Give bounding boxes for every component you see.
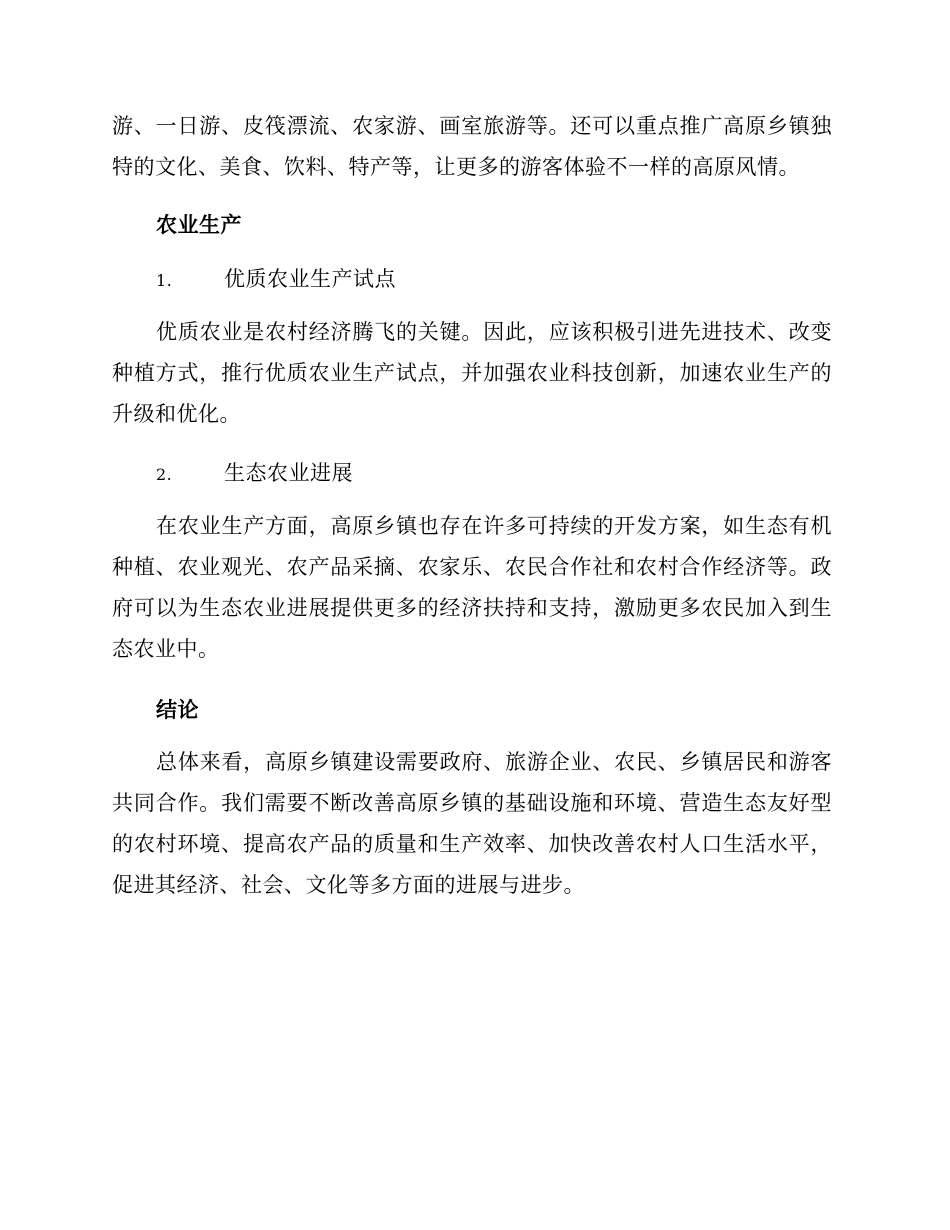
paragraph-quality-agriculture: 优质农业是农村经济腾飞的关键。因此，应该积极引进先进技术、改变种植方式，推行优质农业生产试点，并加强农业科技创新，加速农业生产的升级和优化。 (112, 320, 832, 426)
paragraph-eco-agriculture: 在农业生产方面，高原乡镇也存在许多可持续的开发方案，如生态有机种植、农业观光、农产品采摘、农家乐、农民合作社和农村合作经济等。政府可以为生态农业进展提供更多的经济扶持和支持，激励更多农民加入到生态农业中。 (112, 514, 832, 661)
list-item-quality-agriculture (156, 264, 836, 296)
list-item-eco-agriculture (156, 458, 836, 490)
section-heading-conclusion: 结论 (156, 697, 199, 722)
list-item-number: 2. (156, 465, 173, 484)
section-heading-agriculture: 农业生产 (156, 212, 242, 237)
list-item-number: 1. (156, 271, 173, 290)
list-item-title: 生态农业进展 (224, 461, 353, 485)
intro-paragraph: 游、一日游、皮筏漂流、农家游、画室旅游等。还可以重点推广高原乡镇独特的文化、美食、饮料、特产等，让更多的游客体验不一样的高原风情。 (112, 114, 832, 179)
list-item-title: 优质农业生产试点 (224, 267, 396, 291)
paragraph-conclusion: 总体来看，高原乡镇建设需要政府、旅游企业、农民、乡镇居民和游客共同合作。我们需要不断改善高原乡镇的基础设施和环境、营造生态友好型的农村环境、提高农产品的质量和生产效率、加快改善农村人口生活水平，促进其经济、社会、文化等多方面的进展与进步。 (112, 750, 832, 897)
